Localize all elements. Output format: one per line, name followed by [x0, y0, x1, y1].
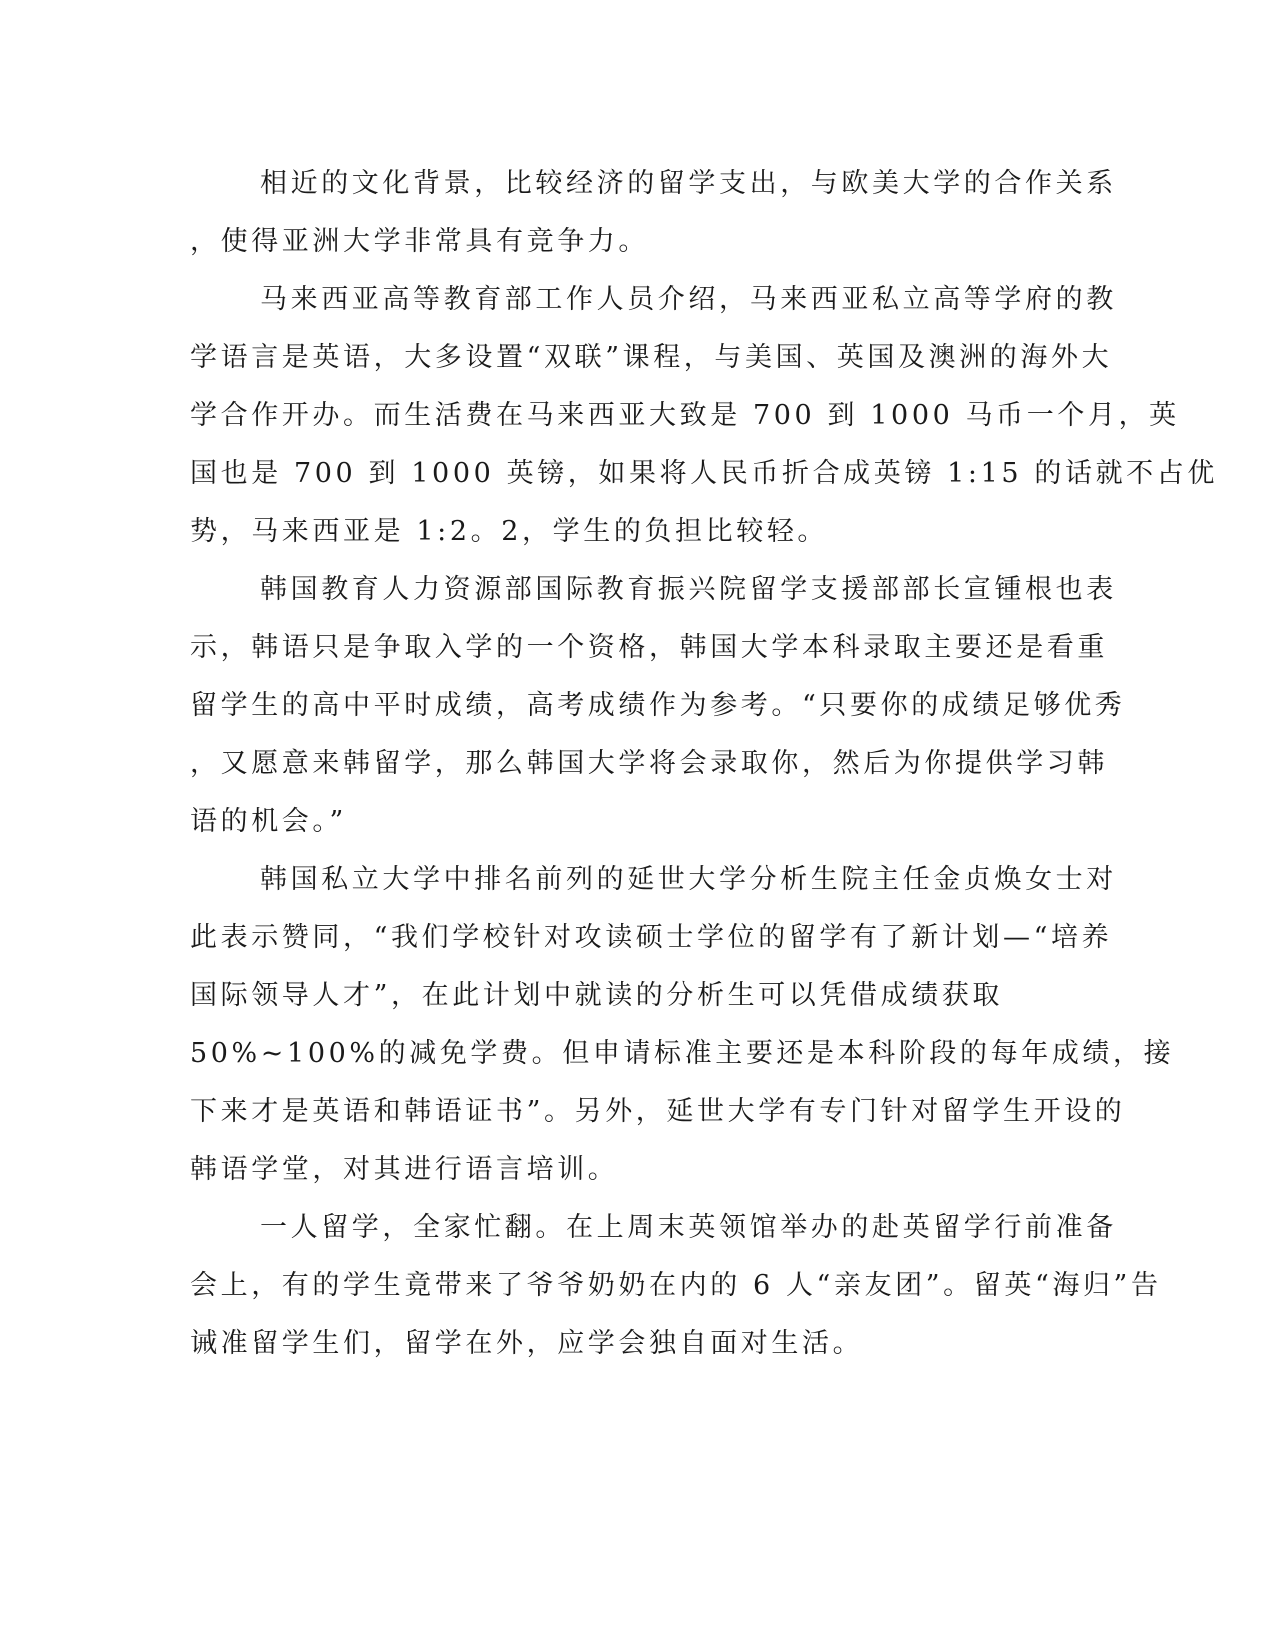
text-line: 相近的文化背景，比较经济的留学支出，与欧美大学的合作关系 [260, 168, 1117, 199]
text-line: 50%~100%的减免学费。但申请标准主要还是本科阶段的每年成绩，接 [190, 1038, 1175, 1069]
text-line: 马来西亚高等教育部工作人员介绍，马来西亚私立高等学府的教 [260, 284, 1117, 315]
text-line: 诫准留学生们，留学在外，应学会独自面对生活。 [190, 1328, 864, 1359]
text-line: 国际领导人才”，在此计划中就读的分析生可以凭借成绩获取 [190, 980, 1004, 1011]
text-line: ，使得亚洲大学非常具有竞争力。 [190, 226, 649, 257]
text-line: 学合作开办。而生活费在马来西亚大致是 700 到 1000 马币一个月，英 [190, 400, 1180, 431]
text-line: ，又愿意来韩留学，那么韩国大学将会录取你，然后为你提供学习韩 [190, 748, 1108, 779]
text-line: 势，马来西亚是 1:2。2，学生的负担比较轻。 [190, 516, 829, 547]
text-line: 会上，有的学生竟带来了爷爷奶奶在内的 6 人“亲友团”。留英“海归”告 [190, 1270, 1162, 1301]
text-line: 留学生的高中平时成绩，高考成绩作为参考。“只要你的成绩足够优秀 [190, 690, 1126, 721]
text-line: 韩语学堂，对其进行语言培训。 [190, 1154, 619, 1185]
text-line: 示，韩语只是争取入学的一个资格，韩国大学本科录取主要还是看重 [190, 632, 1108, 663]
text-line: 学语言是英语，大多设置“双联”课程，与美国、英国及澳洲的海外大 [190, 342, 1113, 373]
text-line: 韩国教育人力资源部国际教育振兴院留学支援部部长宣锺根也表 [260, 574, 1117, 605]
text-line: 语的机会。” [190, 806, 347, 837]
text-line: 下来才是英语和韩语证书”。另外，延世大学有专门针对留学生开设的 [190, 1096, 1126, 1127]
text-line: 一人留学，全家忙翻。在上周末英领馆举办的赴英留学行前准备 [260, 1212, 1117, 1243]
text-line: 此表示赞同，“我们学校针对攻读硕士学位的留学有了新计划—“培养 [190, 922, 1113, 953]
text-line: 韩国私立大学中排名前列的延世大学分析生院主任金贞焕女士对 [260, 864, 1117, 895]
text-line: 国也是 700 到 1000 英镑，如果将人民币折合成英镑 1:15 的话就不占优 [190, 458, 1218, 489]
